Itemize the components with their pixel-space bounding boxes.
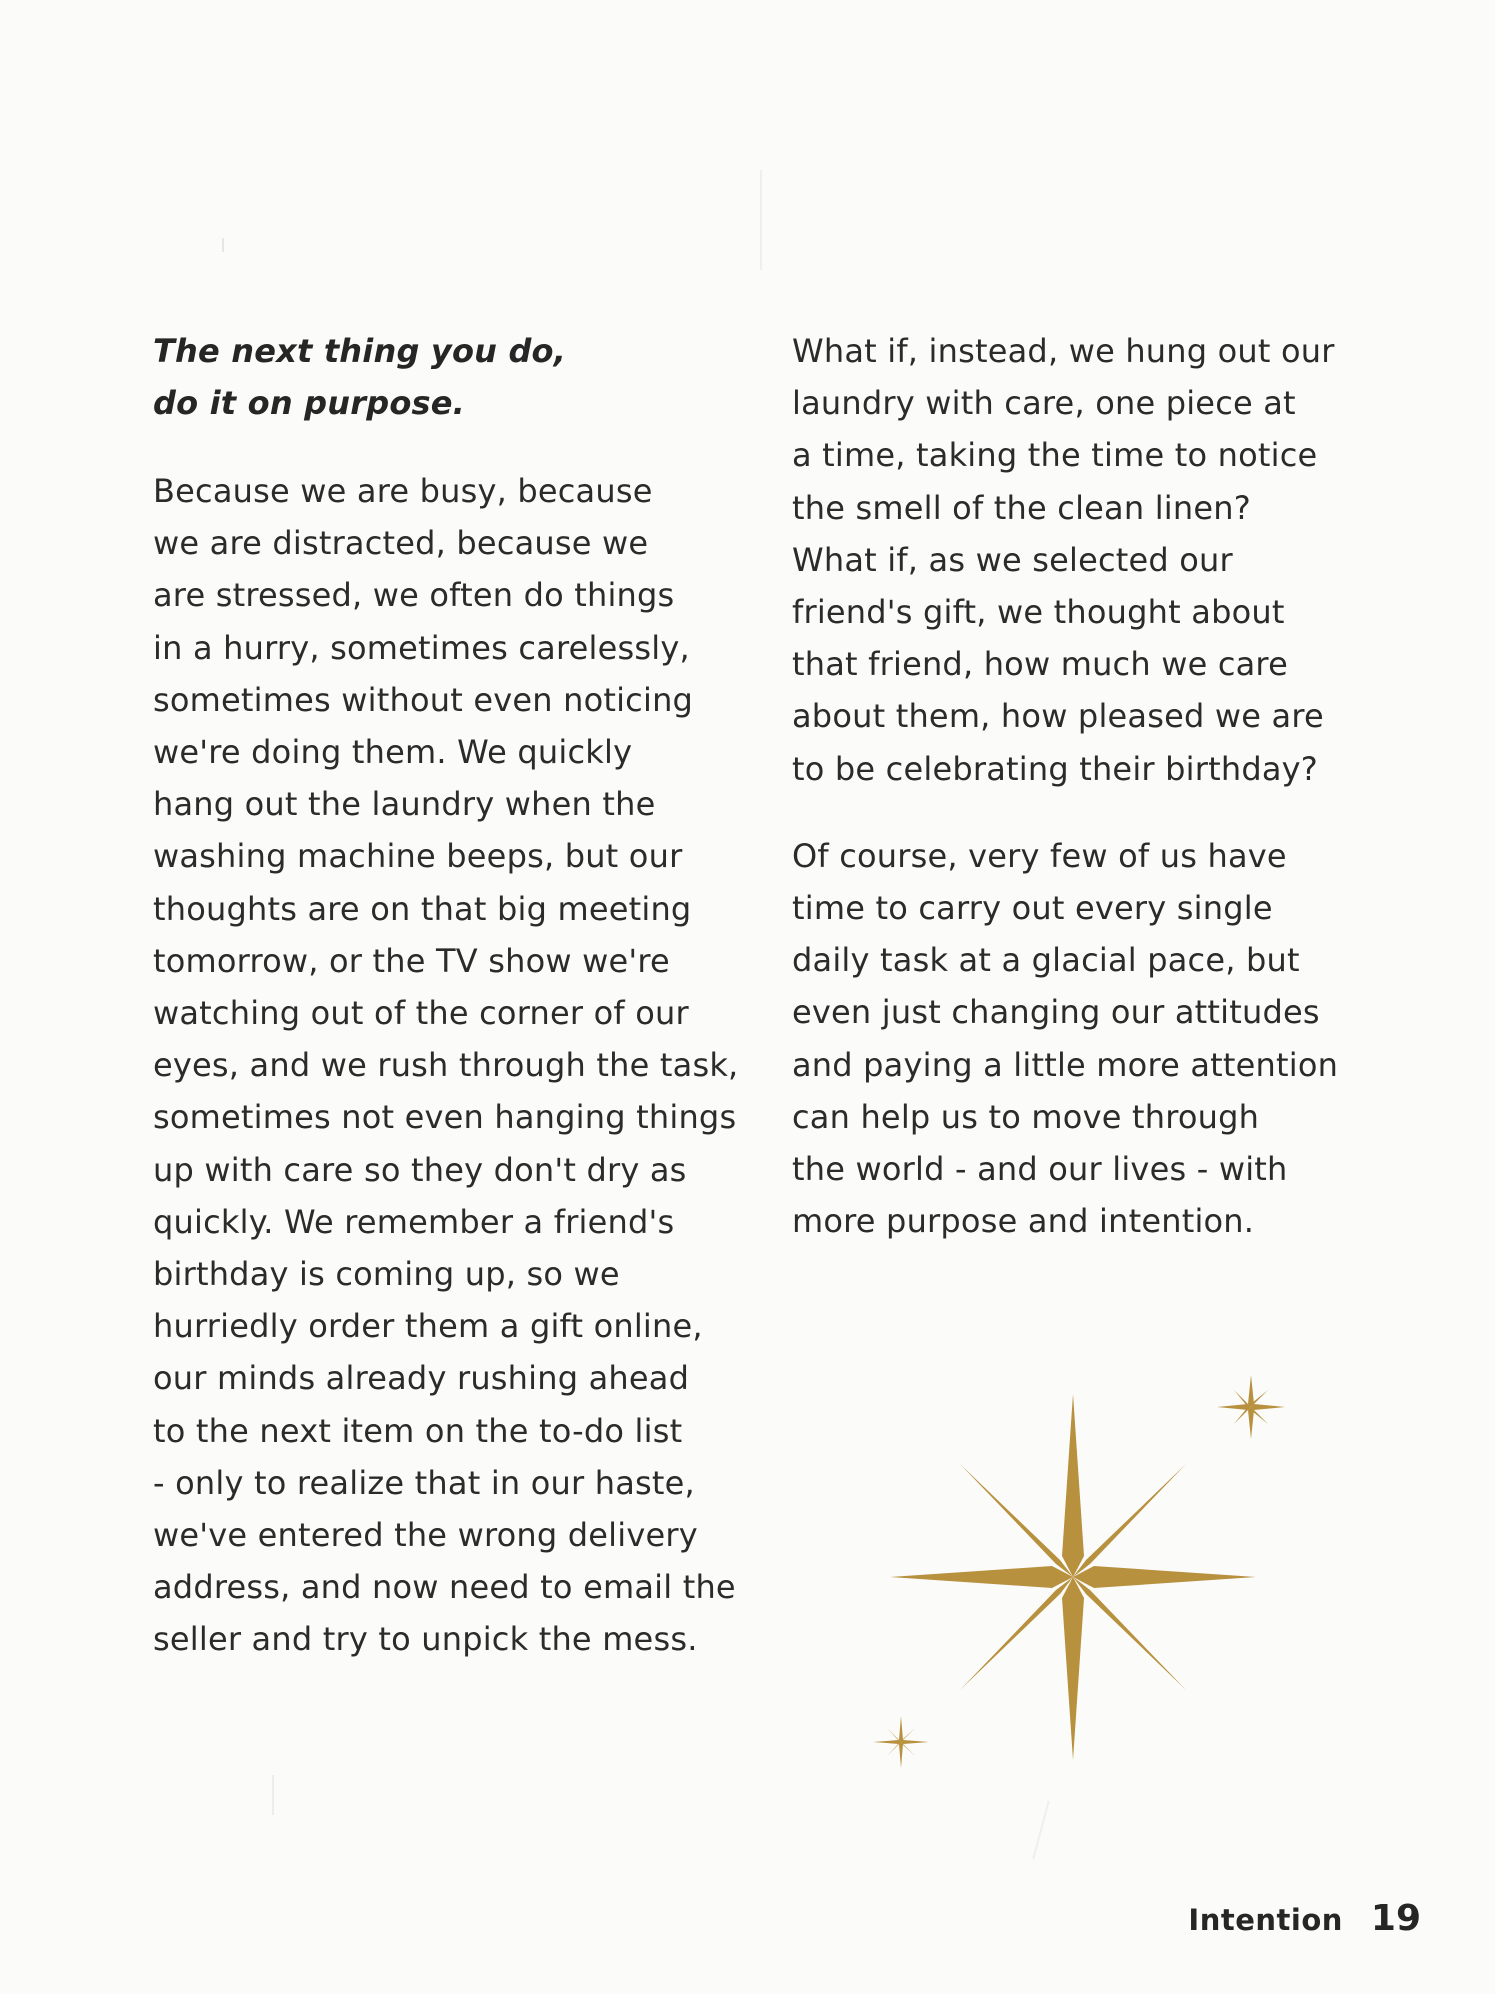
text-line: sometimes without even noticing [153,680,694,719]
text-line: Of course, very few of us have [792,836,1287,875]
paper-speck [760,170,762,270]
text-line: Because we are busy, because [153,472,653,510]
text-line: in a hurry, sometimes carelessly, [153,628,690,667]
text-line: - only to realize that in our haste, [153,1463,695,1502]
text-line: washing machine beeps, but our [153,837,683,876]
text-line: hang out the laundry when the [153,785,656,824]
text-line: that friend, how much we care [792,645,1288,684]
text-line: tomorrow, or the TV show we're [153,941,670,980]
text-line: the smell of the clean linen? [792,488,1251,527]
text-line: about them, how pleased we are [792,697,1324,736]
text-line: sometimes not even hanging things [153,1098,737,1137]
text-line: watching out of the corner of our [153,994,689,1033]
text-line: address, and now need to email the [153,1568,736,1607]
section-heading [153,325,753,429]
text-line: to the next item on the to-do list [153,1411,683,1450]
text-line: our minds already rushing ahead [153,1359,690,1398]
star-illustration [860,1360,1320,1780]
sparkle-icon [1217,1375,1285,1439]
text-line: hurriedly order them a gift online, [153,1307,703,1346]
eight-point-star-icon [890,1394,1256,1760]
text-line: the world - and our lives - with [792,1150,1288,1189]
left-column [153,325,753,1701]
body-paragraph [153,465,753,1666]
page-number: 19 [1370,1898,1421,1939]
text-line: eyes, and we rush through the task, [153,1046,739,1085]
text-line: a time, taking the time to notice [792,436,1318,475]
text-line: time to carry out every single [792,889,1273,928]
paper-speck [222,238,224,252]
text-line: we've entered the wrong delivery [153,1516,698,1555]
text-line: daily task at a glacial pace, but [792,941,1300,980]
text-line: we are distracted, because we [153,524,649,563]
text-line: laundry with care, one piece at [792,384,1296,423]
text-line: more purpose and intention. [792,1202,1255,1241]
heading-line: do it on purpose. [153,384,466,422]
text-line: we're doing them. We quickly [153,733,633,772]
paper-speck [272,1775,274,1815]
text-line: seller and try to unpick the mess. [153,1620,698,1659]
paper-speck [1032,1801,1049,1859]
body-paragraph [792,830,1352,1248]
text-line: friend's gift, we thought about [792,593,1285,632]
right-column [792,325,1352,1282]
text-line: even just changing our attitudes [792,993,1320,1032]
text-line: up with care so they don't dry as [153,1150,687,1189]
text-line: are stressed, we often do things [153,576,675,615]
heading-line: The next thing you do, [153,332,567,370]
text-line: What if, instead, we hung out our [792,332,1335,370]
text-line: quickly. We remember a friend's [153,1202,675,1241]
text-line: to be celebrating their birthday? [792,749,1318,788]
sparkle-icon [873,1716,929,1768]
running-footer-section: Intention [1188,1903,1343,1937]
text-line: birthday is coming up, so we [153,1255,620,1294]
text-line: and paying a little more attention [792,1045,1339,1084]
page-footer [1188,1898,1421,1939]
text-line: can help us to move through [792,1097,1260,1136]
body-paragraph [792,325,1352,795]
text-line: What if, as we selected our [792,540,1233,579]
text-line: thoughts are on that big meeting [153,889,692,928]
